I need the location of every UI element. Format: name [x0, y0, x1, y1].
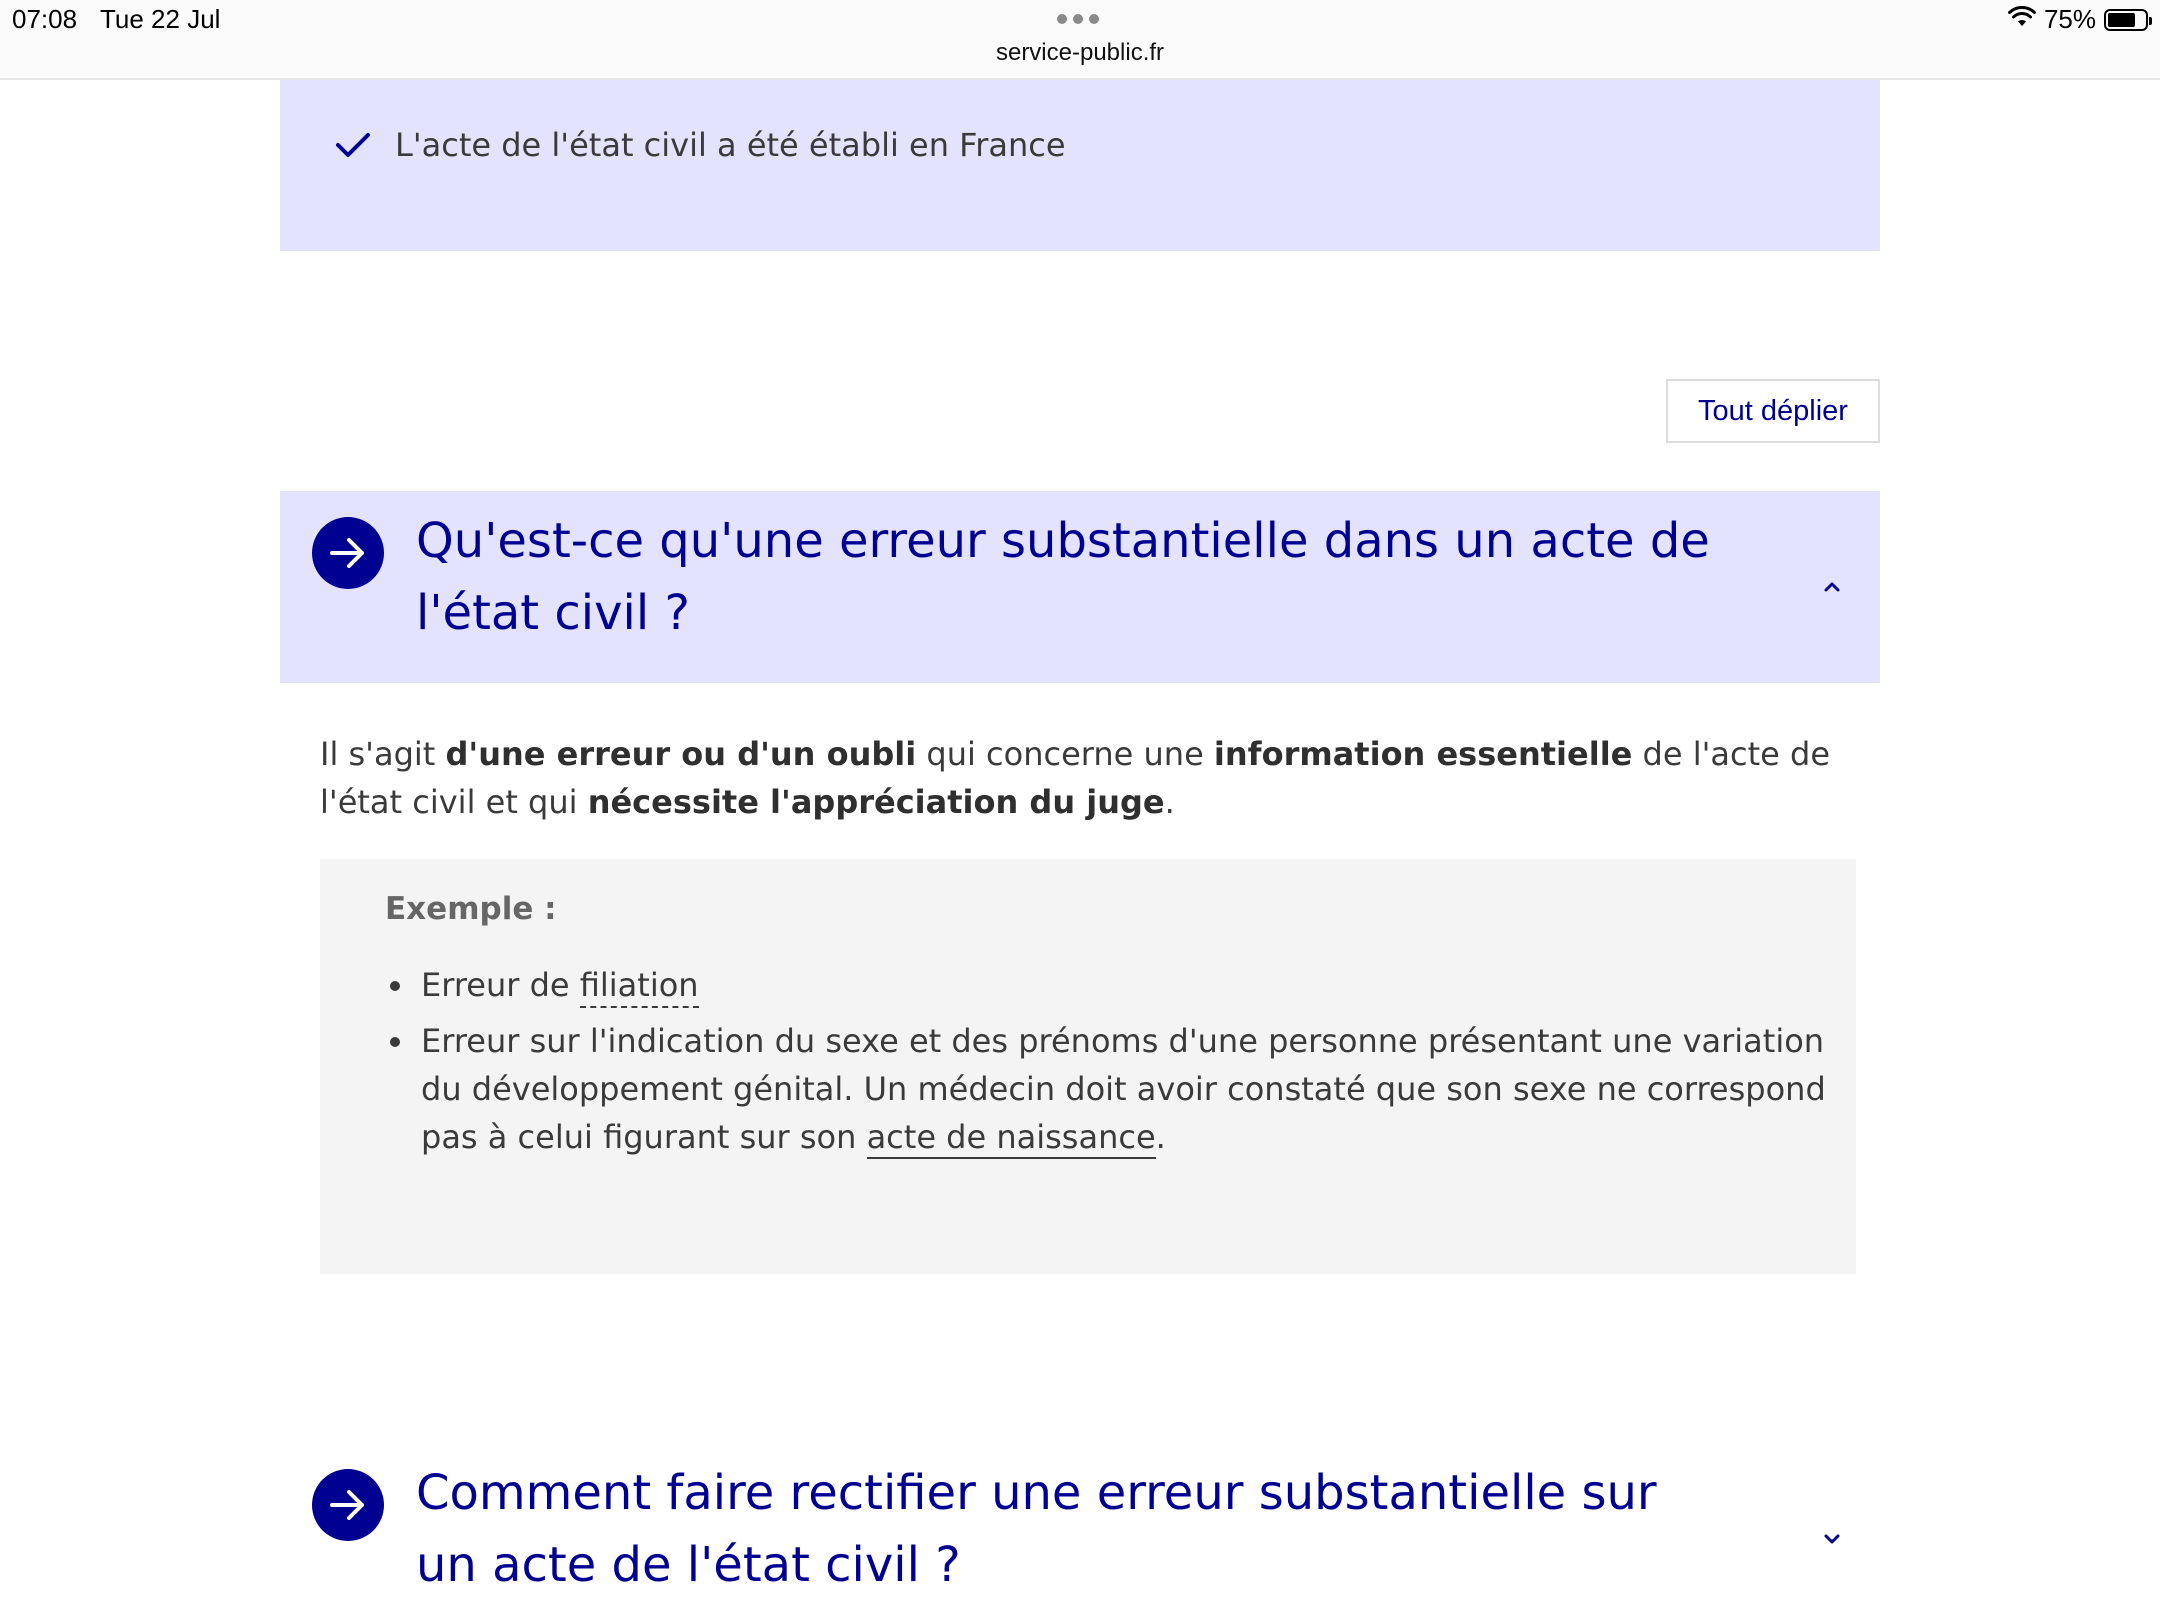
- accordion-header-2[interactable]: [280, 1443, 1880, 1620]
- status-indicators: [2008, 4, 2148, 35]
- accordion-body-1: [320, 730, 1850, 826]
- text-run: qui concerne une: [916, 735, 1214, 773]
- text-run: Erreur de: [421, 966, 580, 1004]
- text-run: .: [1155, 1118, 1166, 1156]
- bold-run: nécessite l'appréciation du juge: [587, 783, 1165, 821]
- text-run: Il s'agit: [320, 735, 446, 773]
- battery-icon: [2104, 9, 2148, 31]
- address-bar-url[interactable]: service-public.fr: [995, 39, 1165, 66]
- example-box: [320, 859, 1856, 1274]
- text-run: de l'acte de l'état civil et qui: [320, 735, 1830, 821]
- chevron-up-icon: [1818, 573, 1846, 601]
- example-title: Exemple :: [385, 891, 557, 927]
- text-run: .: [1164, 783, 1175, 821]
- link-acte-de-naissance[interactable]: acte de naissance: [867, 1118, 1156, 1159]
- definition-paragraph: [320, 730, 1850, 826]
- more-dots-icon[interactable]: [1057, 14, 1099, 24]
- conditions-box: [280, 80, 1880, 251]
- arrow-right-icon: [312, 517, 384, 589]
- status-date: Tue 22 Jul: [100, 4, 221, 34]
- accordion-title-2: Comment faire rectifier une erreur substantielle sur un acte de l'état civil ?: [416, 1465, 1657, 1593]
- bold-run: d'une erreur ou d'un oubli: [445, 735, 917, 773]
- text-run: Erreur sur l'indication du sexe et des prénoms d'une personne présentant une variation du développement génital. Un médecin doit avoir constaté que son sexe ne correspond pas à celui figurant sur son: [421, 1022, 1826, 1156]
- example-list: [385, 961, 1847, 1169]
- expand-all-button[interactable]: Tout déplier: [1666, 379, 1880, 443]
- list-item: [417, 961, 1847, 1009]
- status-time: 07:08: [12, 4, 78, 34]
- accordion-title-1: Qu'est-ce qu'une erreur substantielle dans un acte de l'état civil ?: [416, 513, 1710, 641]
- bold-run: information essentielle: [1213, 735, 1633, 773]
- list-item: [417, 1017, 1847, 1161]
- condition-item: [335, 126, 1066, 164]
- definition-term-filiation[interactable]: filiation: [580, 966, 699, 1008]
- check-icon: [335, 131, 371, 159]
- browser-status-bar: [0, 0, 2160, 80]
- chevron-down-icon: [1818, 1525, 1846, 1553]
- accordion-header-1[interactable]: [280, 491, 1880, 683]
- wifi-icon: [2008, 4, 2036, 35]
- arrow-right-icon: [312, 1469, 384, 1541]
- battery-percent: 75%: [2043, 4, 2096, 34]
- condition-text: L'acte de l'état civil a été établi en France: [395, 126, 1066, 164]
